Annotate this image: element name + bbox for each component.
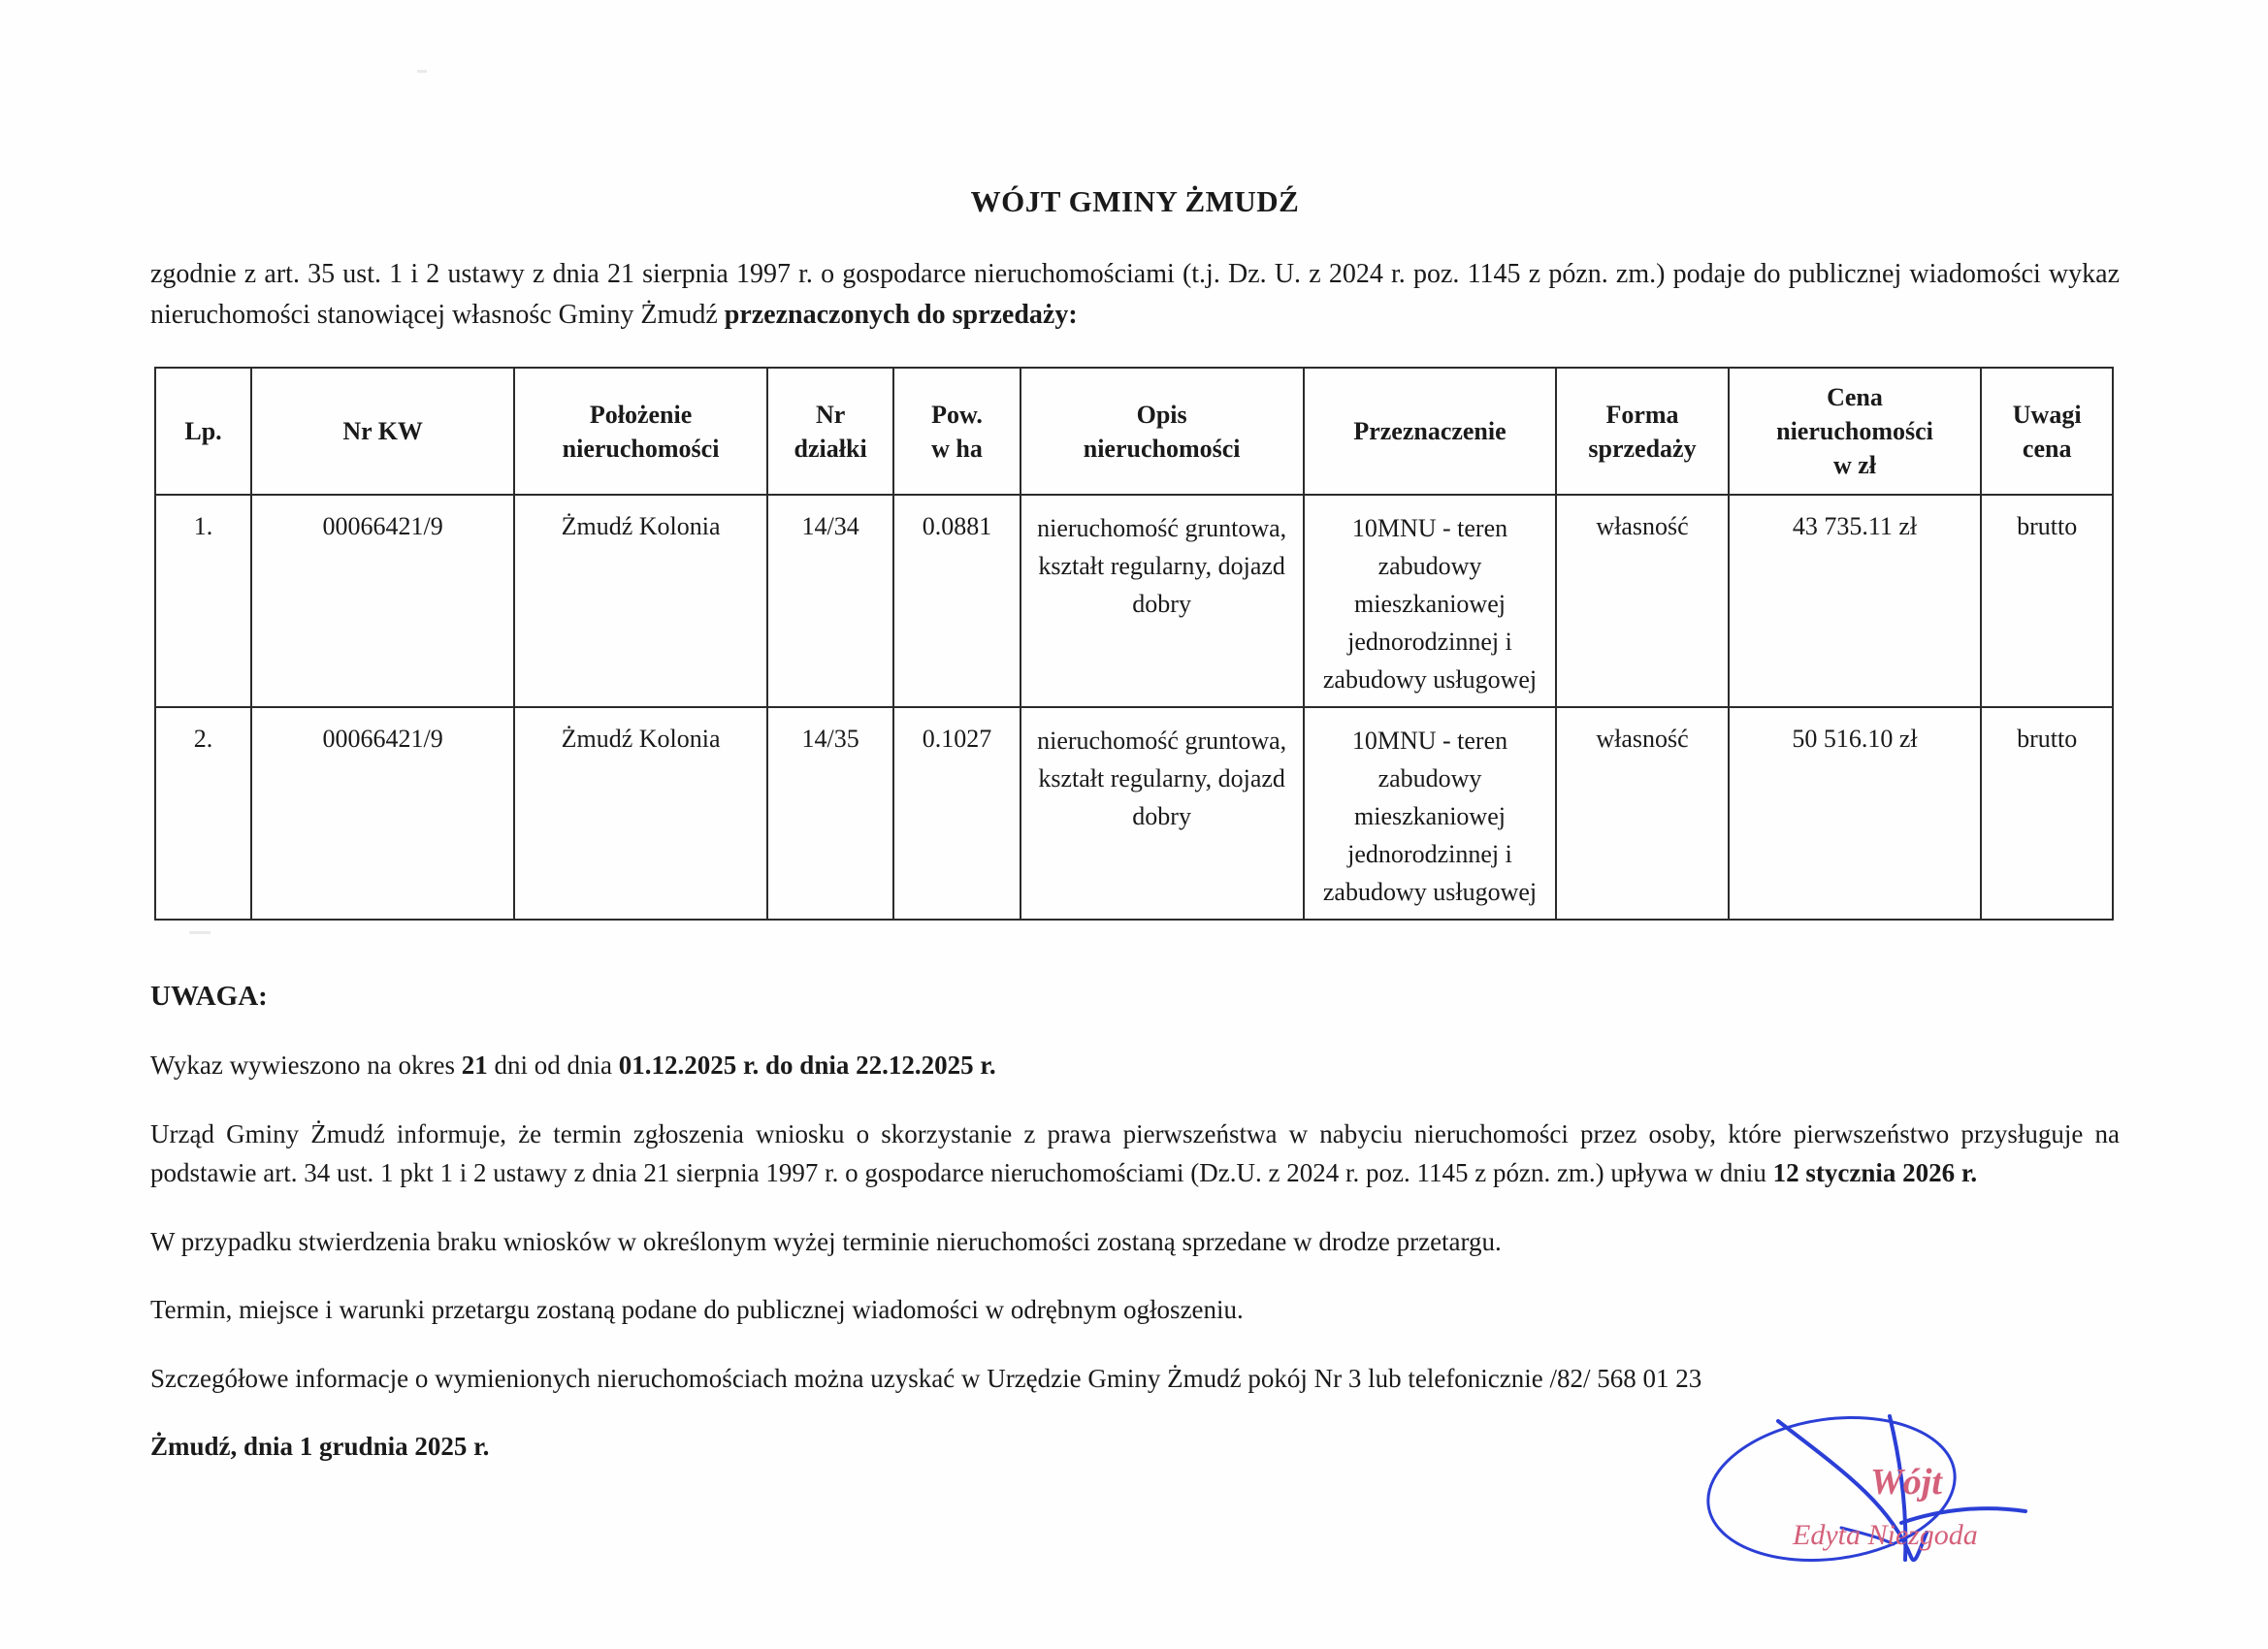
column-header-kw: Nr KW <box>251 368 514 495</box>
cell-lp: 2. <box>155 707 251 920</box>
note-contact: Szczegółowe informacje o wymienionych nieruchomościach można uzyskać w Urzędzie Gminy Żmudź pokój Nr 3 lub telefonicznie /82/ 568 01 23 <box>150 1363 1702 1393</box>
note-preemption-deadline: 12 stycznia 2026 r. <box>1772 1158 1978 1188</box>
cell-dzialka: 14/35 <box>767 707 893 920</box>
cell-opis: nieruchomość gruntowa, kształt regularny, dojazd dobry <box>1021 495 1304 707</box>
column-header-polozenie-line1: Położenie <box>589 400 693 429</box>
signature-graphic <box>1686 1387 2113 1591</box>
page-title: WÓJT GMINY ŻMUDŹ <box>970 184 1300 218</box>
column-header-dzialka <box>767 368 893 495</box>
note-display-period-dates: 01.12.2025 r. do dnia 22.12.2025 r. <box>618 1051 996 1081</box>
cell-kw: 00066421/9 <box>251 495 514 707</box>
column-header-forma <box>1556 368 1728 495</box>
column-header-dzialka-line2: działki <box>794 434 867 463</box>
note-tender: W przypadku stwierdzenia braku wniosków w określonym wyżej terminie nieruchomości zostaną sprzedane w drodze przetargu. <box>150 1226 1502 1256</box>
table-header-row <box>155 368 2113 495</box>
note-display-period <box>150 1046 2120 1085</box>
cell-uwagi: brutto <box>1981 495 2113 707</box>
column-header-cena-line2: nieruchomości <box>1776 417 1933 446</box>
column-header-cena <box>1729 368 1982 495</box>
cell-uwagi: brutto <box>1981 707 2113 920</box>
column-header-opis-line1: Opis <box>1136 400 1187 429</box>
column-header-przeznaczenie: Przeznaczenie <box>1304 368 1557 495</box>
cell-kw: 00066421/9 <box>251 707 514 920</box>
note-preemption <box>150 1115 2120 1193</box>
note-display-period-pre: Wykaz wywieszono na okres <box>150 1051 462 1081</box>
cell-cena: 50 516.10 zł <box>1729 707 1982 920</box>
column-header-powierzchnia-line1: Pow. <box>931 400 983 429</box>
note-place-date: Żmudź, dnia 1 grudnia 2025 r. <box>150 1432 490 1462</box>
cell-forma: własność <box>1556 495 1728 707</box>
column-header-dzialka-line1: Nr <box>815 400 846 429</box>
cell-lp: 1. <box>155 495 251 707</box>
scan-artifact <box>417 70 427 73</box>
column-header-uwagi <box>1981 368 2113 495</box>
cell-powierzchnia: 0.0881 <box>893 495 1020 707</box>
table-row <box>155 495 2113 707</box>
column-header-opis-line2: nieruchomości <box>1083 434 1241 463</box>
note-display-period-days: 21 <box>461 1051 488 1081</box>
intro-text: zgodnie z art. 35 ust. 1 i 2 ustawy z dnia 21 sierpnia 1997 r. o gospodarce nieruchomościami (t.j. Dz. U. z 2024 r. poz. 1145 z pózn. zm.) podaje do publicznej wiadomości wykaz nieruchomości stanowiącej własnośc Gminy Żmudź <box>150 259 2120 330</box>
column-header-polozenie-line2: nieruchomości <box>562 434 720 463</box>
note-preemption-text: Urząd Gminy Żmudź informuje, że termin zgłoszenia wniosku o skorzystanie z prawa pierwszeństwa w nabyciu nieruchomości przez osoby, które pierwszeństwo przysługuje na podstawie art. 34 ust. 1 pkt 1 i 2 ustawy z dnia 21 sierpnia 1997 r. o gospodarce nieruchomościami (Dz.U. z 2024 r. poz. 1145 z pózn. zm.) upływa w dniu <box>150 1118 2120 1188</box>
stamp-role-text: Wójt <box>1870 1462 1942 1503</box>
column-header-forma-line2: sprzedaży <box>1588 434 1697 463</box>
notes-heading: UWAGA: <box>150 981 268 1013</box>
column-header-powierzchnia <box>893 368 1020 495</box>
signature-stamp <box>1686 1387 2113 1591</box>
property-list-table <box>154 367 2114 921</box>
column-header-powierzchnia-line2: w ha <box>931 434 983 463</box>
cell-forma: własność <box>1556 707 1728 920</box>
column-header-cena-line1: Cena <box>1827 383 1883 411</box>
column-header-lp: Lp. <box>155 368 251 495</box>
table-row <box>155 707 2113 920</box>
cell-cena: 43 735.11 zł <box>1729 495 1982 707</box>
column-header-uwagi-line1: Uwagi <box>2012 400 2082 429</box>
note-display-period-mid: dni od dnia <box>487 1051 619 1081</box>
column-header-uwagi-line2: cena <box>2022 434 2072 463</box>
intro-paragraph <box>150 254 2120 336</box>
column-header-polozenie <box>514 368 767 495</box>
column-header-forma-line1: Forma <box>1605 400 1679 429</box>
intro-emphasis: przeznaczonych do sprzedaży: <box>724 300 1078 330</box>
cell-przeznaczenie: 10MNU - teren zabudowy mieszkaniowej jednorodzinnej i zabudowy usługowej <box>1304 707 1557 920</box>
document-content <box>150 184 2120 1496</box>
stamp-name-text: Edyta Niezgoda <box>1793 1519 1978 1551</box>
cell-dzialka: 14/34 <box>767 495 893 707</box>
cell-polozenie: Żmudź Kolonia <box>514 495 767 707</box>
cell-polozenie: Żmudź Kolonia <box>514 707 767 920</box>
column-header-cena-line3: w zł <box>1832 451 1877 480</box>
cell-przeznaczenie: 10MNU - teren zabudowy mieszkaniowej jednorodzinnej i zabudowy usługowej <box>1304 495 1557 707</box>
column-header-opis <box>1021 368 1304 495</box>
note-tender-announcement: Termin, miejsce i warunki przetargu zostaną podane do publicznej wiadomości w odrębnym ogłoszeniu. <box>150 1295 1244 1325</box>
cell-powierzchnia: 0.1027 <box>893 707 1020 920</box>
cell-opis: nieruchomość gruntowa, kształt regularny, dojazd dobry <box>1021 707 1304 920</box>
